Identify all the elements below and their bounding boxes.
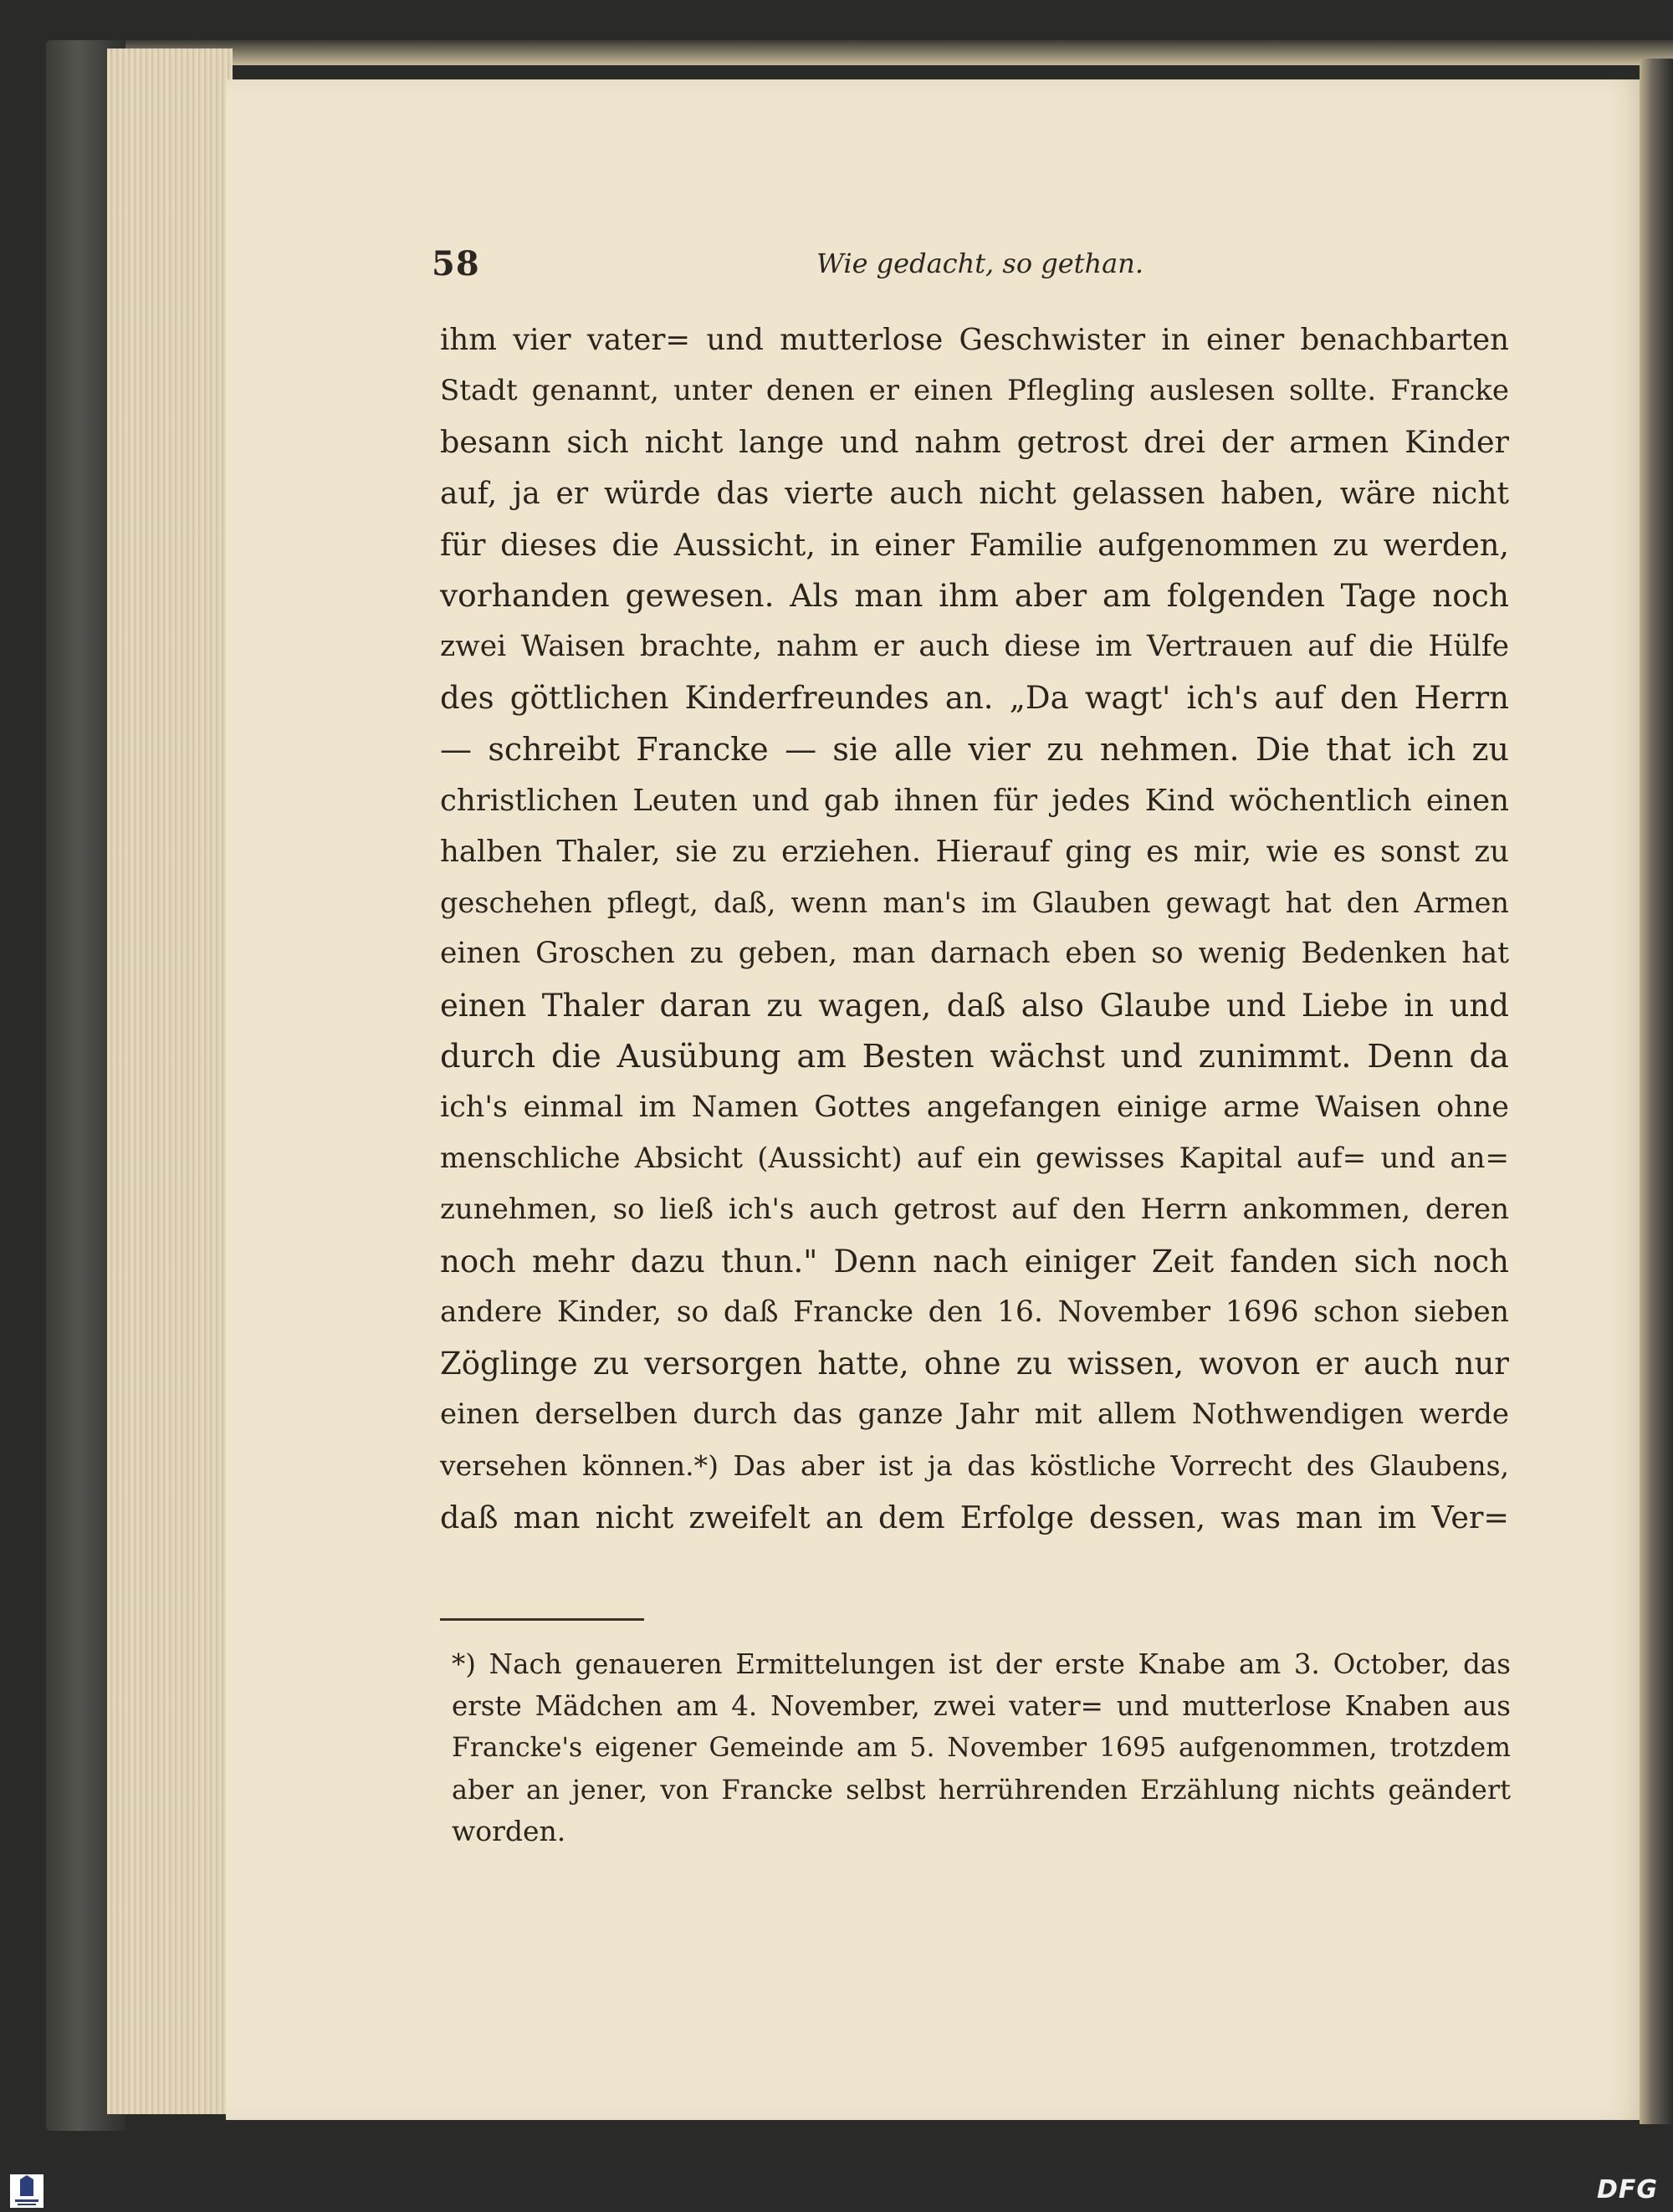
text-line: Stadt genannt, unter denen er einen Pflegling auslesen sollte. Francke [440,374,1509,408]
text-line: einen Groschen zu geben, man darnach eben so wenig Bedenken hat [440,937,1509,971]
text-line: — schreibt Francke — sie alle vier zu nehmen. Die that ich zu [440,730,1509,768]
text-line: durch die Ausübung am Besten wächst und zunimmt. Denn da [440,1037,1509,1075]
text-line: halben Thaler, sie zu erziehen. Hierauf ging es mir, wie es sonst zu [440,835,1509,870]
text-line: christlichen Leuten und gab ihnen für jedes Kind wöchentlich einen [440,783,1509,818]
footnote-divider [440,1618,644,1621]
text-line: menschliche Absicht (Aussicht) auf ein gewisses Kapital auf= und an= [440,1142,1509,1176]
page-number: 58 [432,244,480,284]
text-line: zwei Waisen brachte, nahm er auch diese im Vertrauen auf die Hülfe [440,630,1509,664]
text-line: einen Thaler daran zu wagen, daß also Glaube und Liebe in und [440,987,1509,1024]
library-crest-icon [10,2174,43,2208]
text-line: zunehmen, so ließ ich's auch getrost auf den Herrn ankommen, deren [440,1193,1509,1227]
text-line: ich's einmal im Namen Gottes angefangen einige arme Waisen ohne [440,1091,1509,1125]
text-line: noch mehr dazu thun." Denn nach einiger Zeit fanden sich noch [440,1243,1509,1280]
footnote-line: *) Nach genaueren Ermittelungen ist der erste Knabe am 3. October, das [452,1648,1511,1680]
book-gutter [1640,59,1673,2124]
running-head [432,244,1502,294]
footnote-line: worden. [452,1815,566,1847]
footnote-line: Francke's eigener Gemeinde am 5. November 1695 aufgenommen, trotzdem [452,1733,1511,1763]
text-line: daß man nicht zweifelt an dem Erfolge dessen, was man im Ver= [440,1499,1509,1535]
text-line: auf, ja er würde das vierte auch nicht gelassen haben, wäre nicht [440,476,1509,511]
footnote-line: erste Mädchen am 4. November, zwei vater= und mutterlose Knaben aus [452,1690,1511,1722]
text-line: versehen können.*) Das aber ist ja das köstliche Vorrecht des Glaubens, [440,1449,1509,1483]
footnote [452,1643,1511,1852]
main-text [440,314,1509,1543]
book-cover-top [125,40,1673,65]
text-line: einen derselben durch das ganze Jahr mit allem Nothwendigen werde [440,1397,1509,1432]
viewer-footer-bar [0,2168,1673,2212]
dfg-logo: DFG [1596,2175,1658,2204]
page-edges [107,49,233,2114]
text-line: ihm vier vater= und mutterlose Geschwister in einer benachbarten [440,323,1509,357]
text-line: geschehen pflegt, daß, wenn man's im Glauben gewagt hat den Armen [440,886,1509,920]
text-line: Zöglinge zu versorgen hatte, ohne zu wissen, wovon er auch nur [440,1346,1509,1382]
footnote-line: aber an jener, von Francke selbst herrührenden Erzählung nichts geändert [452,1774,1511,1806]
text-line: besann sich nicht lange und nahm getrost drei der armen Kinder [440,424,1509,461]
text-line: vorhanden gewesen. Als man ihm aber am folgenden Tage noch [440,577,1509,615]
running-title: Wie gedacht, so gethan. [816,248,1143,279]
text-line: des göttlichen Kinderfreundes an. „Da wagt' ich's auf den Herrn [440,680,1509,717]
text-line: für dieses die Aussicht, in einer Familie aufgenommen zu werden, [440,526,1509,563]
text-line: andere Kinder, so daß Francke den 16. November 1696 schon sieben [440,1295,1509,1329]
